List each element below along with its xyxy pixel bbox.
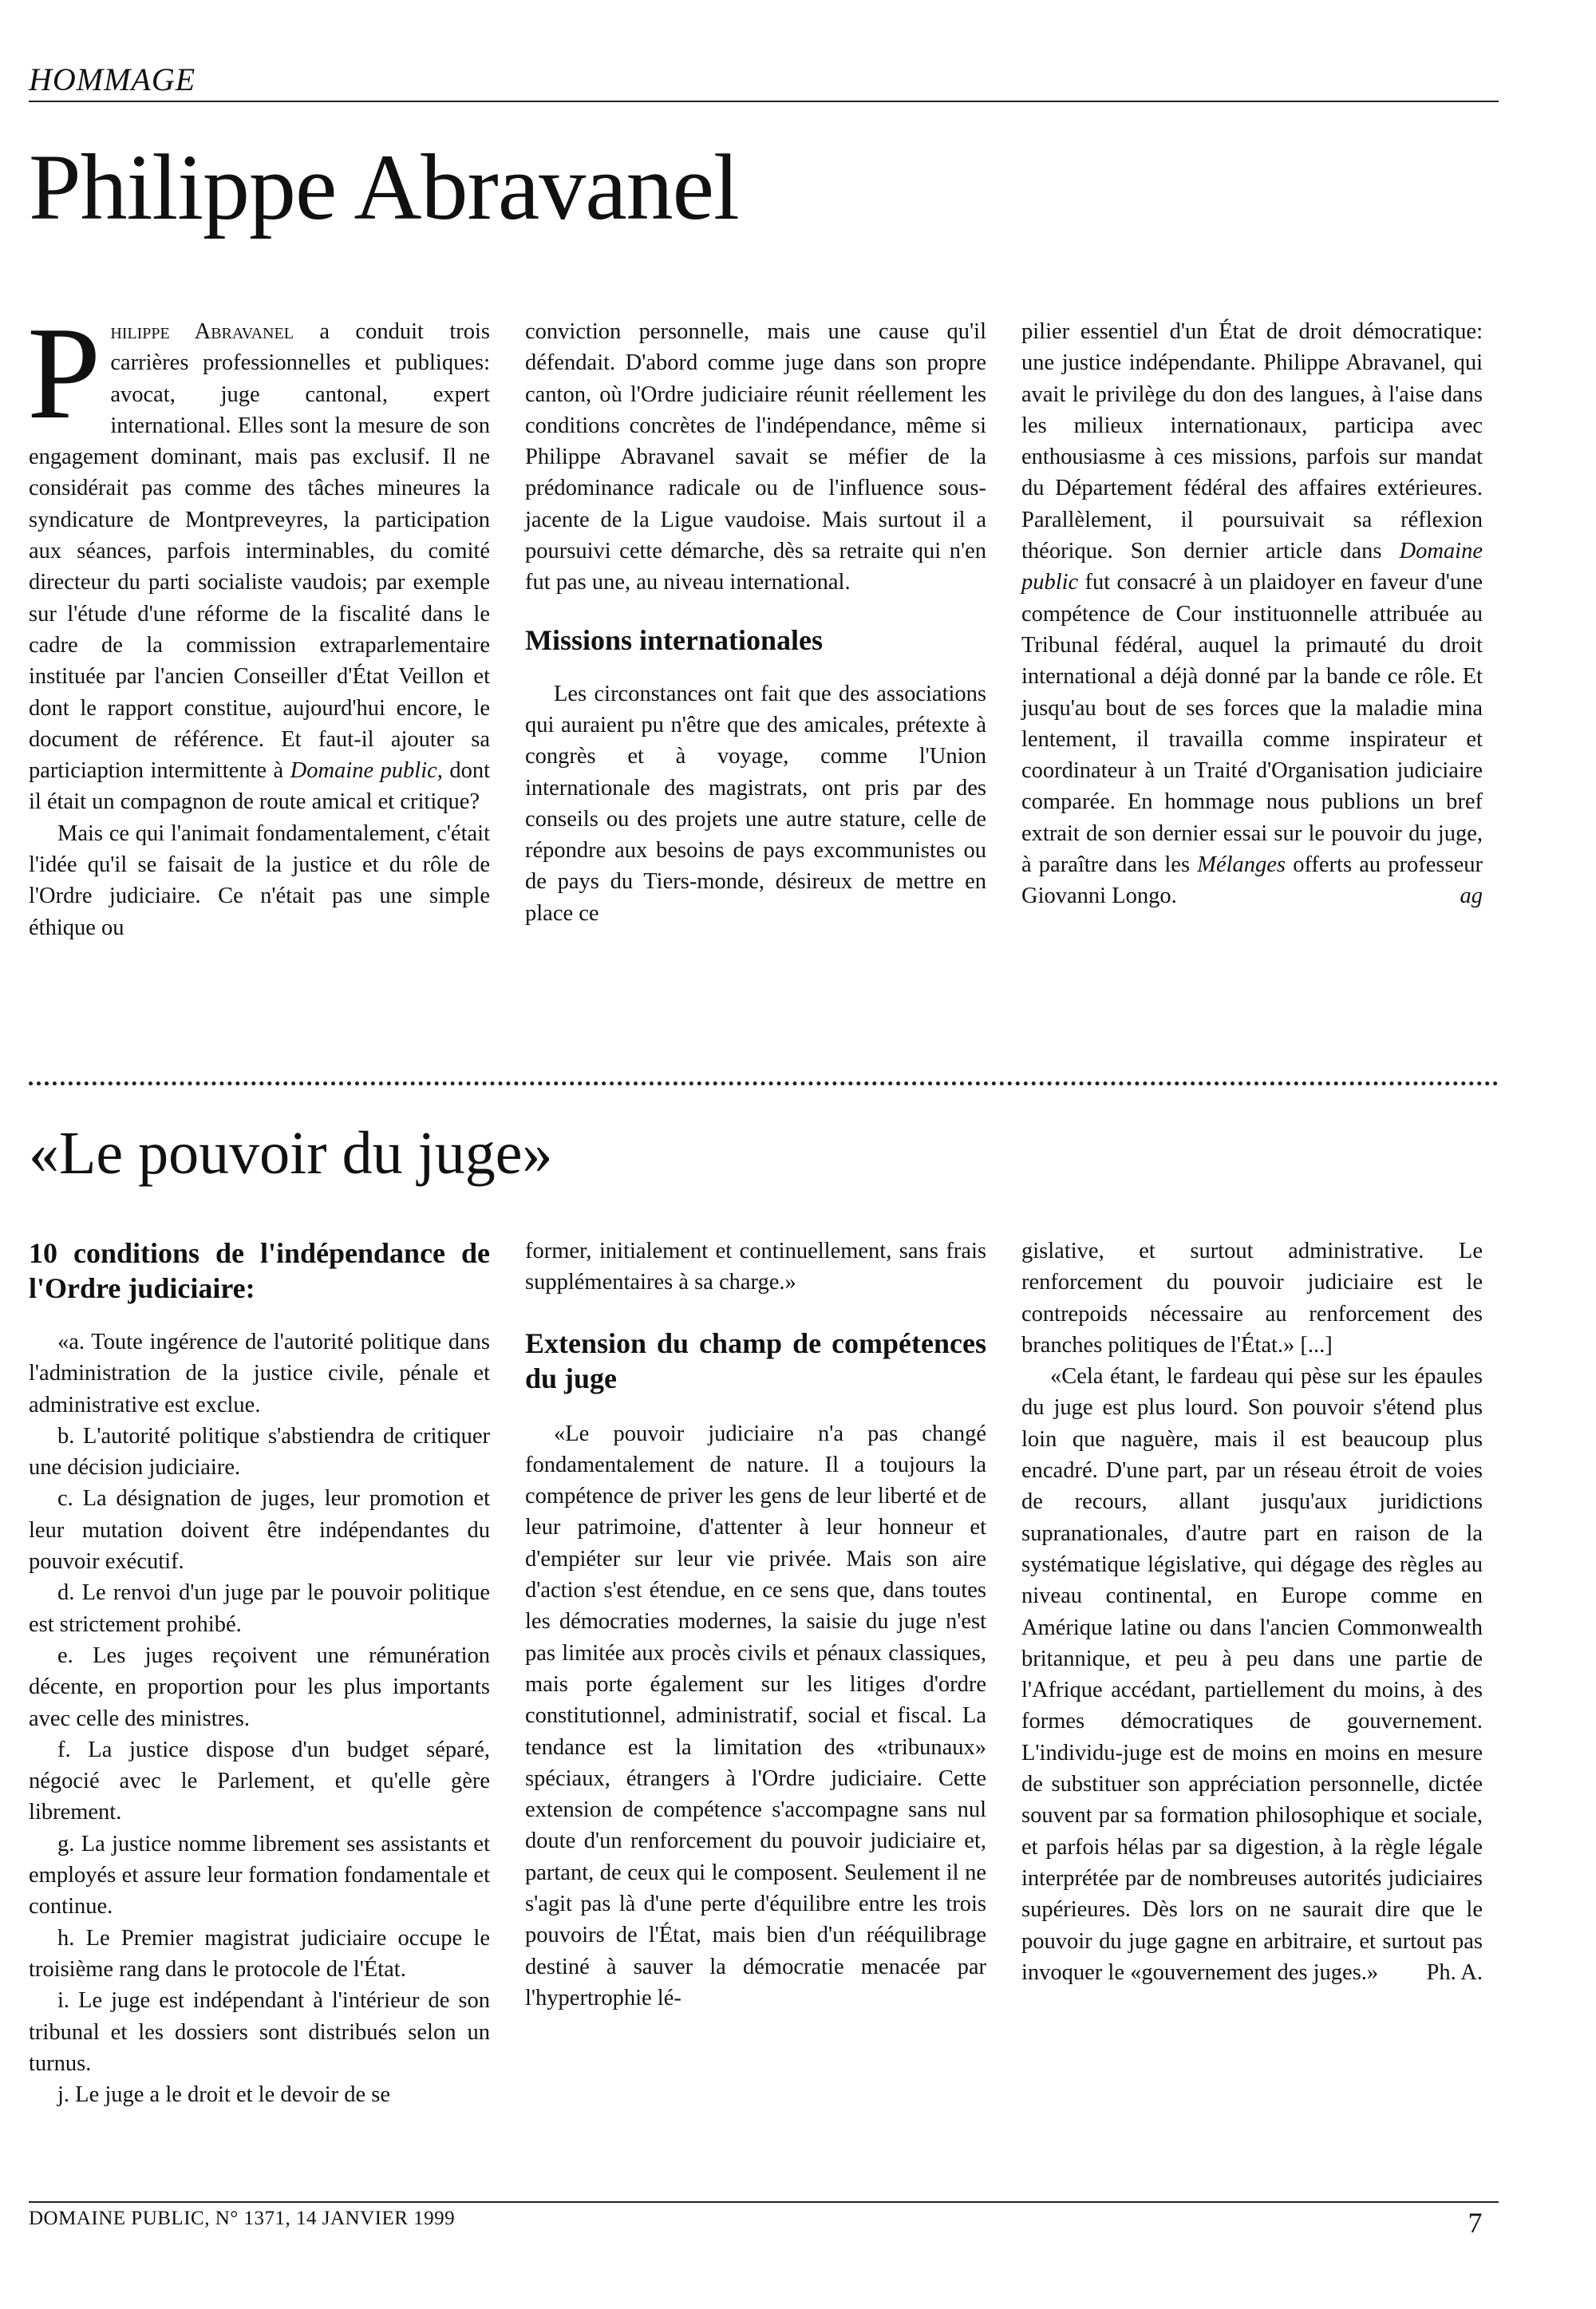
- page-footer: [29, 2201, 1499, 2239]
- condition-item: g. La justice nomme librement ses assistants et employés et assure leur formation fondamentale et continue.: [29, 1831, 490, 1920]
- article2-column-2: [525, 1236, 986, 2014]
- condition-item: h. Le Premier magistrat judiciaire occupe le troisième rang dans le protocole de l'État.: [29, 1925, 490, 1982]
- subheading-conditions: 10 conditions de l'indépendance de l'Ordre judiciaire:: [29, 1237, 490, 1304]
- condition-item: b. L'autorité politique s'abstiendra de critiquer une décision judiciaire.: [29, 1423, 490, 1481]
- condition-item: d. Le renvoi d'un juge par le pouvoir politique est strictement prohibé.: [29, 1580, 490, 1637]
- article1-column-3: [1021, 316, 1483, 912]
- condition-item: e. Les juges reçoivent une rémunération décente, en proportion pour les plus importants avec celle des ministres.: [29, 1643, 490, 1731]
- article2-paragraph-2: «Le pouvoir judiciaire n'a pas changé fondamentalement de nature. Il a toujours la compétence de priver les gens de leur liberté et de leur patrimoine, d'attenter à leur honneur et d'empiéter sur leur vie privée. Mais son aire d'action s'est étendue, en ce sens que, dans toutes les démocraties modernes, la saisie du juge n'est pas limitée aux procès civils et pénaux classiques, mais porte également sur les litiges d'ordre constitutionnel, administratif, social et fiscal. La tendance est la limitation des «tribunaux» spéciaux, étrangers à l'Ordre judiciaire. Cette extension de compétence s'accompagne sans nul doute d'un renforcement du pouvoir judiciaire et, partant, de ceux qui le composent. Seulement il ne s'agit pas là d'une perte d'équilibre entre les trois pouvoirs de l'État, mais bien d'un rééquilibrage destiné à sauver la démocratie menacée par l'hypertrophie lé-: [525, 1421, 986, 2010]
- condition-item: j. Le juge a le droit et le devoir de se: [57, 2082, 391, 2108]
- signature-ag: ag: [1460, 884, 1483, 909]
- article2-paragraph-4: «Cela étant, le fardeau qui pèse sur les épaules du juge est plus lourd. Son pouvoir s'étend plus loin que naguère, mais il est beaucoup plus encadré. D'une part, par un réseau étroit de voies de recours, allant jusqu'aux juridictions supranationales, d'autre part en raison de la systématique législative, qui dégage des règles au niveau continental, en Europe comme en Amérique latine ou dans l'ancien Commonwealth britannique, et peu à peu dans une partie de l'Afrique accédant, partiellement du moins, à des formes démocratiques de gouvernement. L'individu-juge est de moins en moins en mesure de substituer son appréciation personnelle, dictée souvent par sa formation philosophique et sociale, et parfois hélas par sa digestion, à la règle légale interprétée par de nombreuses autorités judiciaires supérieures. Dès lors on ne saurait dire que le pouvoir du juge gagne en arbitraire, et surtout pas invoquer le «gouvernement des juges.» Ph. A.: [1021, 1361, 1483, 1988]
- article1-paragraph-2: Mais ce qui l'animait fondamentalement, c'était l'idée qu'il se faisait de la justice et du rôle de l'Ordre judiciaire. Ce n'était pas une simple éthique ou: [29, 820, 490, 940]
- drop-cap: P: [27, 299, 101, 446]
- section-label: HOMMAGE: [29, 62, 1499, 102]
- article1-column-2: [525, 316, 986, 929]
- page-number: 7: [1468, 2207, 1483, 2239]
- condition-item: i. Le juge est indépendant à l'intérieur de son tribunal et les dossiers sont distribués selon un turnus.: [29, 1988, 490, 2076]
- publication-ref: Domaine public: [290, 758, 437, 784]
- condition-item: «a. Toute ingérence de l'autorité politique dans l'administration de la justice civile, pénale et administrative est exclue.: [29, 1330, 490, 1417]
- newspaper-page: [29, 0, 1499, 2309]
- article2-column-3: [1021, 1236, 1483, 1988]
- article1-paragraph-1: Philippe Abravanel a conduit trois carrières professionnelles et publiques: avocat, juge cantonal, expert international. Elles sont la mesure de son engagement dominant, mais pas exclusif. Il ne considérait pas comme des tâches mineures la syndicature de Montpreveyres, la participation aux séances, parfois interminables, du comité directeur du parti socialiste vaudois; par exemple sur l'étude d'une réforme de la fiscalité dans le cadre de la commission extraparlementaire instituée par l'ancien Conseiller d'État Veillon et dont le rapport constitue, aujourd'hui encore, le document de référence. Et faut-il ajouter sa particiaption intermittente à Domaine public, dont il était un compagnon de route amical et critique?: [27, 299, 490, 815]
- condition-item: f. La justice dispose d'un budget séparé, négocié avec le Parlement, et qu'elle gère librement.: [29, 1737, 490, 1825]
- article-title: Philippe Abravanel: [29, 135, 739, 239]
- name-smallcaps: hilippe Abravanel: [110, 319, 294, 344]
- dotted-divider: [29, 1081, 1499, 1085]
- article2-paragraph-3: gislative, et surtout administrative. Le renforcement du pouvoir judiciaire est le contrepoids nécessaire au renforcement des branches politiques de l'État.» [...]: [1021, 1239, 1483, 1358]
- article1-paragraph-5: pilier essentiel d'un État de droit démocratique: une justice indépendante. Philippe Abravanel, qui avait le privilège du don des langues, à l'aise dans les milieux internationaux, participa avec enthousiasme à ces missions, parfois sur mandat du Département fédéral des affaires extérieures. Parallèlement, il poursuivait sa réflexion théorique. Son dernier article dans Domaine public fut consacré à un plaidoyer en faveur d'une compétence de Cour instituonnelle attribuée au Tribunal fédéral, auquel la primauté du droit international a déjà donné par la bande ce rôle. Et jusqu'au bout de ses forces que la maladie mina lentement, il travailla comme inspirateur et coordinateur à un Traité d'Organisation judiciaire comparée. En hommage nous publions un bref extrait de son dernier essai sur le pouvoir du juge, à paraître dans les Mélanges offerts au professeur Giovanni Longo. ag: [1021, 316, 1483, 912]
- publication-info: DOMAINE PUBLIC, N° 1371, 14 JANVIER 1999: [29, 2208, 456, 2229]
- subheading-extension: Extension du champ de compétences du juge: [525, 1326, 986, 1394]
- article1-paragraph-3: conviction personnelle, mais une cause qu'il défendait. D'abord comme juge dans son propre canton, où l'Ordre judiciaire réunit réellement les conditions concrètes de l'indépendance, même si Philippe Abravanel savait se méfier de la prédominance radicale ou de l'influence sous-jacente de la Ligue vaudoise. Mais surtout il a poursuivi cette démarche, dès sa retraite qui n'en fut pas une, au niveau international.: [525, 319, 986, 595]
- article2-paragraph-1: former, initialement et continuellement, sans frais supplémentaires à sa charge.»: [525, 1239, 986, 1295]
- subheading-missions: Missions internationales: [525, 623, 824, 656]
- article1-column-1: [27, 299, 490, 943]
- article1-paragraph-4: Les circonstances ont fait que des associations qui auraient pu n'être que des amicales, prétexte à congrès et à voyage, comme l'Union internationale des magistrats, ont pris par des conseils ou des projets une autre stature, celle de répondre aux besoins de pays excommunistes ou de pays du Tiers-monde, désireux de mettre en place ce: [525, 681, 986, 926]
- condition-item: c. La désignation de juges, leur promotion et leur mutation doivent être indépendantes du pouvoir exécutif.: [29, 1486, 490, 1575]
- signature-pha: Ph. A.: [1426, 1959, 1483, 1985]
- article2-title: «Le pouvoir du juge»: [29, 1120, 553, 1187]
- article2-column-1: [29, 1236, 490, 2110]
